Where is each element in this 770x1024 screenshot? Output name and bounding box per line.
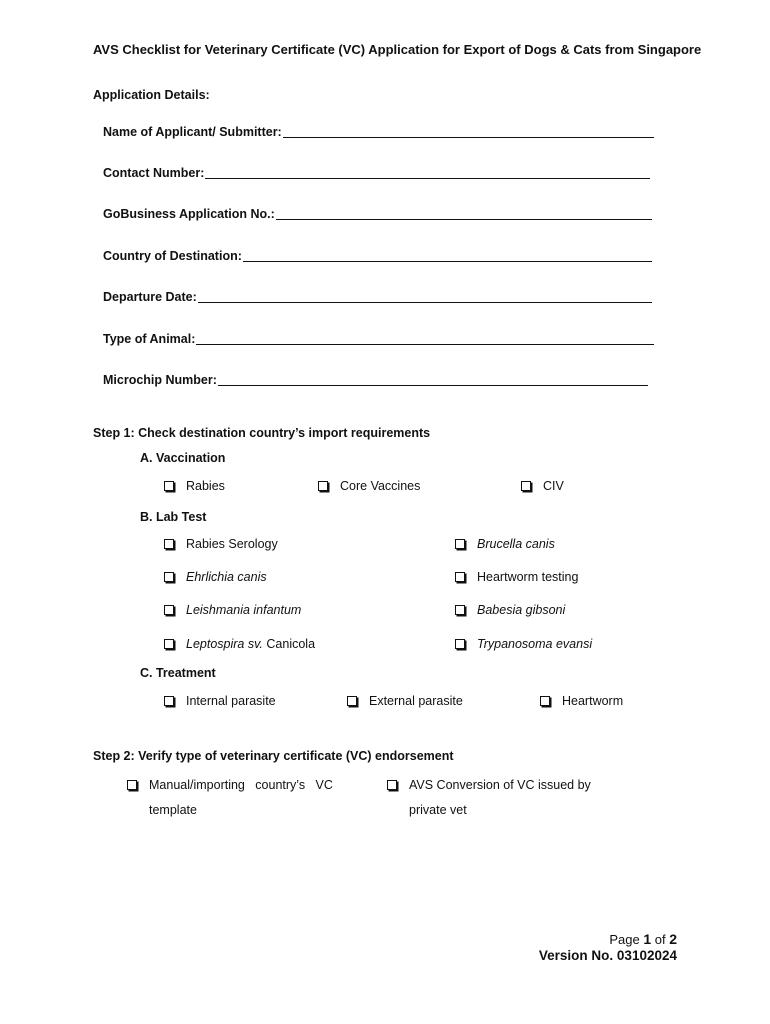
checkbox-external-parasite[interactable] (347, 694, 463, 708)
checkbox-icon[interactable] (521, 481, 531, 491)
step1-heading: Step 1: Check destination country’s import requirements (93, 426, 431, 440)
microchip-number-field[interactable] (103, 373, 648, 387)
checkbox-trypanosoma-evansi[interactable] (455, 637, 592, 651)
vaccination-label: A. Vaccination (140, 451, 226, 465)
gobusiness-application-field[interactable] (103, 207, 652, 221)
option-label: Heartworm testing (477, 570, 579, 584)
checkbox-rabies-serology[interactable] (164, 537, 278, 551)
contact-number-line[interactable] (205, 178, 650, 179)
applicant-name-label: Name of Applicant/ Submitter: (103, 125, 282, 139)
option-label: External parasite (369, 694, 463, 708)
applicant-name-field[interactable] (103, 125, 654, 139)
checkbox-icon[interactable] (127, 780, 137, 790)
option-label: Brucella canis (477, 537, 555, 551)
checkbox-icon[interactable] (455, 539, 465, 549)
option-label: Trypanosoma evansi (477, 637, 593, 651)
checkbox-icon[interactable] (455, 572, 465, 582)
checkbox-rabies[interactable] (164, 479, 225, 493)
country-of-destination-line[interactable] (243, 261, 652, 262)
option-label: Manual/importing country’s VC (149, 778, 333, 792)
microchip-number-label: Microchip Number: (103, 373, 217, 387)
treatment-label: C. Treatment (140, 666, 216, 680)
checkbox-leishmania-infantum[interactable] (164, 603, 301, 617)
country-of-destination-field[interactable] (103, 249, 652, 263)
checkbox-icon[interactable] (318, 481, 328, 491)
microchip-number-line[interactable] (218, 385, 648, 386)
checkbox-manual-vc[interactable] (127, 778, 333, 792)
checkbox-icon[interactable] (164, 696, 174, 706)
contact-number-label: Contact Number: (103, 166, 205, 180)
version-number: Version No. 03102024 (538, 948, 677, 963)
document-title: AVS Checklist for Veterinary Certificate (VC) Application for Export of Dogs & Cats from Singapore (93, 42, 702, 57)
checkbox-leptospira-canicola[interactable] (164, 637, 315, 651)
type-of-animal-field[interactable] (103, 332, 654, 346)
option-label: Babesia gibsoni (477, 603, 566, 617)
checkbox-icon[interactable] (164, 481, 174, 491)
option-label: Rabies Serology (186, 537, 278, 551)
option-label: Ehrlichia canis (186, 570, 267, 584)
checkbox-civ[interactable] (521, 479, 564, 493)
option-label-continued: template (149, 803, 197, 817)
option-label: CIV (543, 479, 564, 493)
checkbox-icon[interactable] (164, 539, 174, 549)
page-number: Page 1 of 2 (609, 931, 677, 947)
application-details-heading: Application Details: (93, 88, 210, 102)
step2-heading: Step 2: Verify type of veterinary certificate (VC) endorsement (93, 749, 454, 763)
checkbox-avs-conversion[interactable] (387, 778, 591, 792)
checkbox-babesia-gibsoni[interactable] (455, 603, 565, 617)
checkbox-ehrlichia-canis[interactable] (164, 570, 267, 584)
option-label: Rabies (186, 479, 225, 493)
checkbox-brucella-canis[interactable] (455, 537, 555, 551)
departure-date-label: Departure Date: (103, 290, 197, 304)
checkbox-icon[interactable] (347, 696, 357, 706)
checkbox-icon[interactable] (455, 639, 465, 649)
type-of-animal-label: Type of Animal: (103, 332, 196, 346)
option-label: AVS Conversion of VC issued by (409, 778, 591, 792)
type-of-animal-line[interactable] (196, 344, 654, 345)
checkbox-icon[interactable] (540, 696, 550, 706)
checkbox-heartworm-testing[interactable] (455, 570, 578, 584)
option-label: Leishmania infantum (186, 603, 302, 617)
checkbox-icon[interactable] (164, 639, 174, 649)
checkbox-internal-parasite[interactable] (164, 694, 276, 708)
country-of-destination-label: Country of Destination: (103, 249, 242, 263)
checkbox-heartworm[interactable] (540, 694, 623, 708)
option-label: Heartworm (562, 694, 624, 708)
option-label-continued: private vet (409, 803, 467, 817)
option-label: Internal parasite (186, 694, 276, 708)
gobusiness-application-label: GoBusiness Application No.: (103, 207, 275, 221)
gobusiness-application-line[interactable] (276, 219, 652, 220)
lab-test-label: B. Lab Test (140, 510, 207, 524)
checkbox-icon[interactable] (164, 572, 174, 582)
checkbox-core-vaccines[interactable] (318, 479, 420, 493)
checkbox-icon[interactable] (387, 780, 397, 790)
departure-date-field[interactable] (103, 290, 652, 304)
applicant-name-line[interactable] (283, 137, 654, 138)
option-label: Core Vaccines (340, 479, 421, 493)
departure-date-line[interactable] (198, 302, 652, 303)
checkbox-icon[interactable] (164, 605, 174, 615)
option-label-italic: Leptospira sv. (186, 637, 263, 651)
option-label-suffix: Canicola (266, 637, 316, 651)
checkbox-icon[interactable] (455, 605, 465, 615)
contact-number-field[interactable] (103, 166, 650, 180)
